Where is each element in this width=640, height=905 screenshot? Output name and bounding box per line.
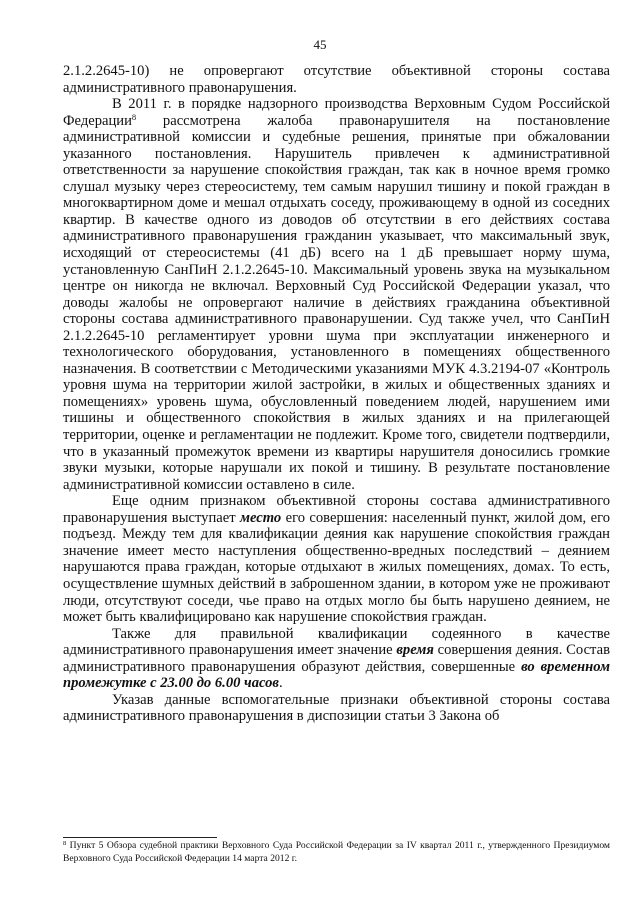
paragraph-text: рассмотрена жалоба правонарушителя на постановление административной комиссии и судебные решения, принятые при обжаловании указанного постановления. Нарушитель привлечен к административной ответственности за нарушение спокойствия граждан, так как в ночное время громко слушал музыку через стереосистему, тем самым нарушил тишину и покой граждан в многоквартирном доме и мешал отдыхать соседу, проживающему в одной из соседних квартир. В качестве одного из доводов об отсутствии в его действиях состава административного правонарушения гражданин указывает, что максимальный звук, исходящий от стереосистемы (41 дБ) всего на 1 дБ превышает норму шума, установленную СанПиН 2.1.2.2645-10. Максимальный уровень звука на музыкальном центре он никогда не включал. Верховный Суд Российской Федерации указал, что доводы жалобы не опровергают наличие в действиях гражданина объективной стороны состава административного правонарушении. Суд также учел, что СанПиН 2.1.2.2645-10 регламентирует уровни шума при эксплуатации инженерного и технологического оборудования, установленного в помещениях общественного назначения. В соответствии с Методическими указаниями МУК 4.3.2194-07 «Контроль уровня шума на территории жилой застройки, в жилых и общественных зданиях и помещениях» уровень шума, обусловленный поведением людей, нарушением ими тишины и общественного спокойствия в жилых зданиях и на прилегающей территории, оценке и регламентации не подлежит. Кроме того, свидетели подтвердили, что в указанный промежуток времени из квартиры нарушителя доносились громкие звуки музыки, которые нарушали их покой и тишину. В результате постановление административной комиссии оставлено в силе. <box>63 112 610 493</box>
paragraph-text: Также для правильной квалификации содеянного в качестве административного правонарушения имеет значение <box>63 625 610 659</box>
paragraph-time-of-offense <box>63 626 610 692</box>
paragraph-text: В 2011 г. в порядке надзорного производства Верховным Судом Российской Федерации <box>63 96 610 129</box>
footnote-number: 8 <box>63 840 67 847</box>
paragraph-auxiliary-features: Указав данные вспомогательные признаки объективной стороны состава административного правонарушения в диспозиции статьи 3 Закона об <box>63 691 610 725</box>
footnote-reference[interactable]: 8 <box>131 111 137 122</box>
emphasis-time-interval: во временном промежутке с 23.00 до 6.00 часов <box>63 658 610 692</box>
paragraph-text: его совершения: населенный пункт, жилой дом, его подъезд. Между тем для квалификации деяния как нарушение спокойствия граждан значение имеет место наступления общественно-вредных последствий – деянием нарушаются права граждан, которые отдыхают в жилых помещениях, домах. То есть, осуществление шумных действий в заброшенном здании, в котором уже не проживают люди, отсутствуют соседи, чье право на отдых могло бы быть нарушено деянием, не может быть квалифицировано как нарушение спокойствия граждан. <box>63 509 610 626</box>
paragraph-text: совершения деяния. Состав административного правонарушения образуют действия, совершенные <box>63 642 610 675</box>
page-number: 45 <box>313 37 327 52</box>
paragraph-continuation: 2.1.2.2645-10) не опровергают отсутствие объективной стороны состава административного правонарушения. <box>63 63 610 96</box>
body-text <box>63 63 610 725</box>
footnote-separator <box>63 837 217 838</box>
paragraph-text: . <box>278 675 283 692</box>
paragraph-text: Еще одним признаком объективной стороны состава административного правонарушения выступает <box>63 493 610 526</box>
emphasis-time: время <box>396 642 434 659</box>
emphasis-place: место <box>240 509 282 526</box>
paragraph-supreme-court-case <box>63 96 610 493</box>
footnote-text: Пункт 5 Обзора судебной практики Верховного Суда Российской Федерации за IV квартал 2011 г., утвержденного Президиумом Верховного Суда Российской Федерации 14 марта 2012 г. <box>63 840 610 864</box>
paragraph-place-of-offense <box>63 493 610 625</box>
footnote <box>63 840 610 865</box>
